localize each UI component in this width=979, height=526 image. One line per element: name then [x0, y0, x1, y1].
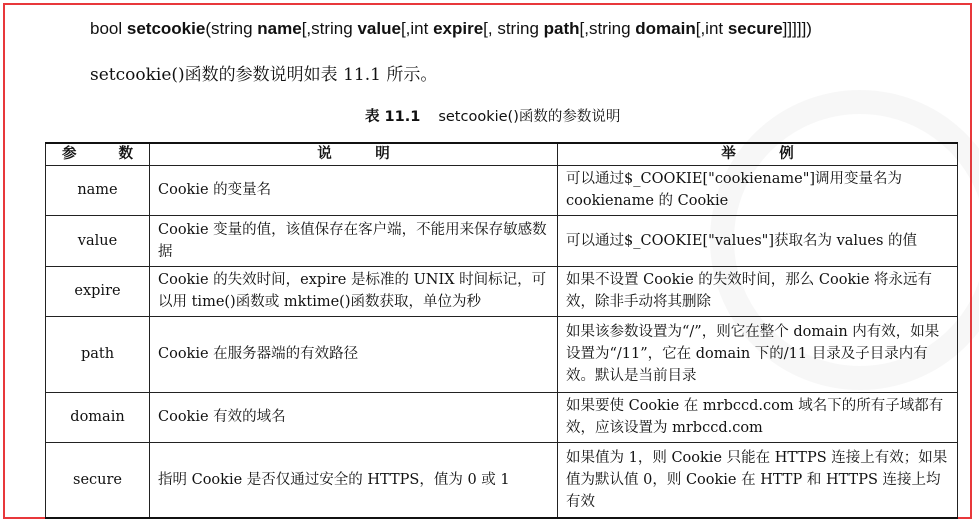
table-row: [46, 316, 958, 392]
header-desc: 说 明: [150, 143, 558, 165]
parameter-table: [45, 142, 958, 519]
cell-desc: Cookie 的失效时间，expire 是标准的 UNIX 时间标记，可以用 time()函数或 mktime()函数获取，单位为秒: [150, 266, 558, 316]
cell-example: 如果要使 Cookie 在 mrbccd.com 域名下的所有子域都有效，应该设置为 mrbccd.com: [558, 392, 958, 442]
header-example: 举 例: [558, 143, 958, 165]
sig-p2: [,string: [301, 19, 358, 38]
cell-desc: Cookie 在服务器端的有效路径: [150, 316, 558, 392]
sig-p1: (string: [205, 19, 258, 38]
sig-prefix: bool: [90, 19, 127, 38]
sig-p5: [,string: [579, 19, 636, 38]
table-row: [46, 215, 958, 266]
cell-param: value: [46, 215, 150, 266]
cell-param: expire: [46, 266, 150, 316]
sig-suffix: ]]]]]): [782, 19, 812, 38]
caption-title: setcookie()函数的参数说明: [438, 109, 621, 125]
cell-desc: Cookie 变量的值，该值保存在客户端，不能用来保存敏感数据: [150, 215, 558, 266]
sig-expire: expire: [433, 19, 484, 38]
header-param: 参 数: [46, 143, 150, 165]
intro-paragraph: setcookie()函数的参数说明如表 11.1 所示。: [90, 65, 438, 85]
sig-name: name: [257, 19, 302, 38]
cell-example: 如果该参数设置为“/”，则它在整个 domain 内有效，如果设置为“/11”，它在 domain 下的/11 目录及子目录内有效。默认是当前目录: [558, 316, 958, 392]
cell-example: 如果值为 1，则 Cookie 只能在 HTTPS 连接上有效；如果值为默认值 0，则 Cookie 在 HTTP 和 HTTPS 连接上均有效: [558, 442, 958, 518]
cell-example: 可以通过$_COOKIE["cookiename"]调用变量名为 cookiename 的 Cookie: [558, 165, 958, 215]
sig-p3: [,int: [400, 19, 434, 38]
cell-desc: 指明 Cookie 是否仅通过安全的 HTTPS，值为 0 或 1: [150, 442, 558, 518]
sig-domain: domain: [635, 19, 696, 38]
cell-param: name: [46, 165, 150, 215]
cell-example: 如果不设置 Cookie 的失效时间，那么 Cookie 将永远有效，除非手动将其删除: [558, 266, 958, 316]
function-signature: [90, 19, 812, 39]
table-row: [46, 266, 958, 316]
table-header-row: [46, 143, 958, 165]
sig-p6: [,int: [695, 19, 728, 38]
table-caption: [365, 105, 620, 126]
sig-func: setcookie: [126, 19, 206, 38]
sig-value: value: [357, 19, 401, 38]
sig-path: path: [543, 19, 580, 38]
cell-desc: Cookie 有效的域名: [150, 392, 558, 442]
cell-param: domain: [46, 392, 150, 442]
sig-secure: secure: [727, 19, 783, 38]
caption-number: 表 11.1: [365, 109, 421, 125]
screenshot-frame: [3, 3, 972, 519]
table-row: [46, 442, 958, 518]
cell-desc: Cookie 的变量名: [150, 165, 558, 215]
table-row: [46, 165, 958, 215]
cell-param: path: [46, 316, 150, 392]
cell-param: secure: [46, 442, 150, 518]
sig-p4: [, string: [483, 19, 544, 38]
table-row: [46, 392, 958, 442]
cell-example: 可以通过$_COOKIE["values"]获取名为 values 的值: [558, 215, 958, 266]
